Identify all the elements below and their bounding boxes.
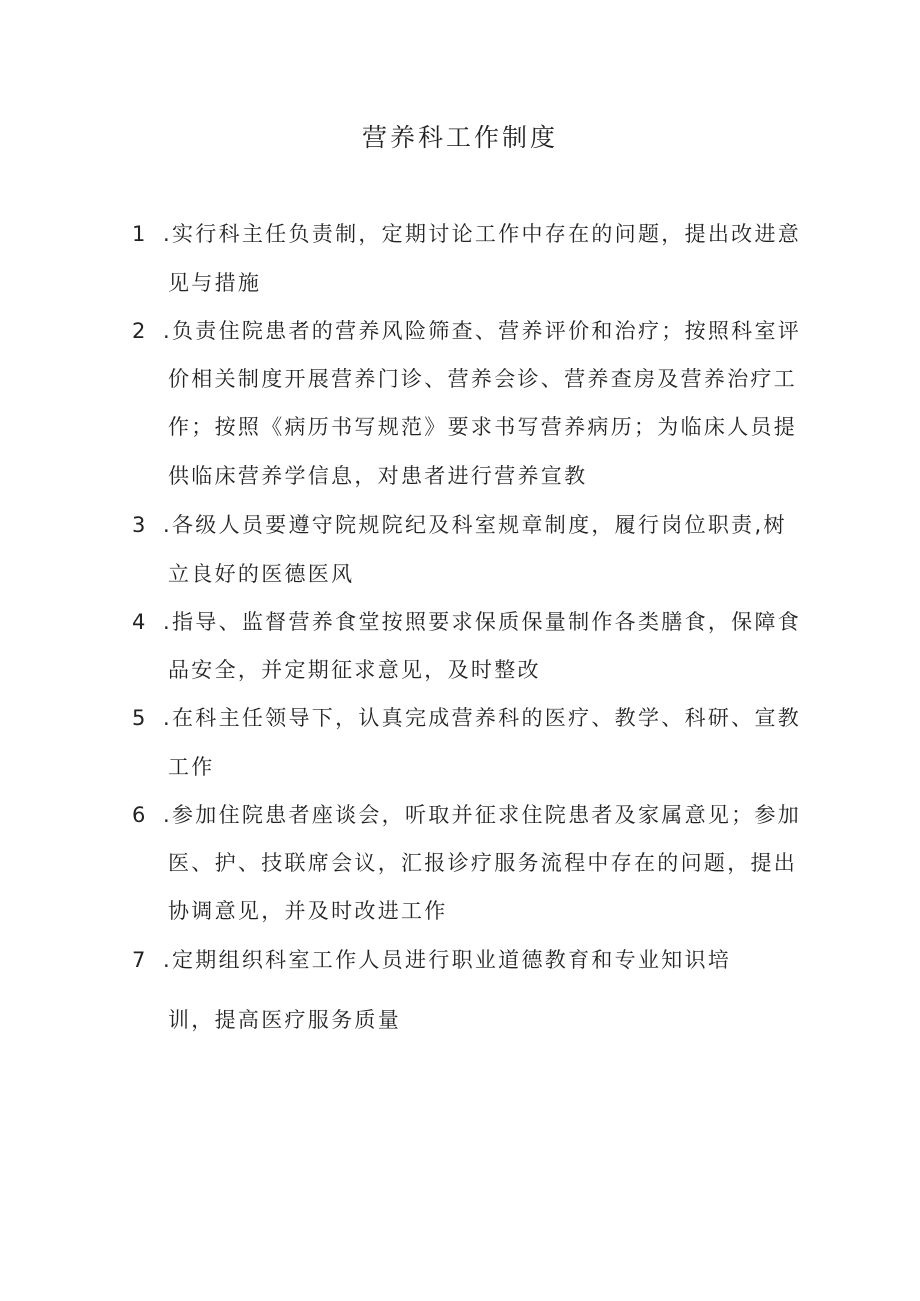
item-text-line: 见与措施 <box>168 271 262 295</box>
item-text-line: .负责住院患者的营养风险筛查、营养评价和治疗；按照科室评 <box>163 319 802 343</box>
item-text-line: 医、护、技联席会议，汇报诊疗服务流程中存在的问题，提出 <box>168 851 798 875</box>
page-title: 营养科工作制度 <box>361 123 558 152</box>
item-number: 1 <box>132 222 146 246</box>
item-text-line: 立良好的医德医风 <box>168 562 355 586</box>
item-text-line: 作；按照《病历书写规范》要求书写营养病历；为临床人员提 <box>168 415 798 439</box>
item-number: 5 <box>132 706 146 730</box>
item-text-line: .各级人员要遵守院规院纪及科室规章制度，履行岗位职责,树 <box>163 513 787 537</box>
item-text-line: 工作 <box>168 755 215 779</box>
item-text-line: .在科主任领导下，认真完成营养科的医疗、教学、科研、宣教 <box>163 706 802 730</box>
item-number: 7 <box>132 948 146 972</box>
item-number: 2 <box>132 319 146 343</box>
item-number: 4 <box>132 610 146 634</box>
item-text-line: .参加住院患者座谈会，听取并征求住院患者及家属意见；参加 <box>163 803 802 827</box>
item-text-line: .定期组织科室工作人员进行职业道德教育和专业知识培 <box>163 948 732 972</box>
item-text-line: .实行科主任负责制，定期讨论工作中存在的问题，提出改进意 <box>163 222 802 246</box>
item-text-line: 协调意见，并及时改进工作 <box>168 899 448 923</box>
item-text-line: 供临床营养学信息，对患者进行营养宣教 <box>168 464 588 488</box>
item-text-line: 品安全，并定期征求意见，及时整改 <box>168 658 541 682</box>
item-text-line: 训，提高医疗服务质量 <box>168 1008 401 1032</box>
item-number: 3 <box>132 513 146 537</box>
item-text-line: .指导、监督营养食堂按照要求保质保量制作各类膳食，保障食 <box>163 610 802 634</box>
item-text-line: 价相关制度开展营养门诊、营养会诊、营养查房及营养治疗工 <box>168 367 798 391</box>
item-number: 6 <box>132 803 146 827</box>
